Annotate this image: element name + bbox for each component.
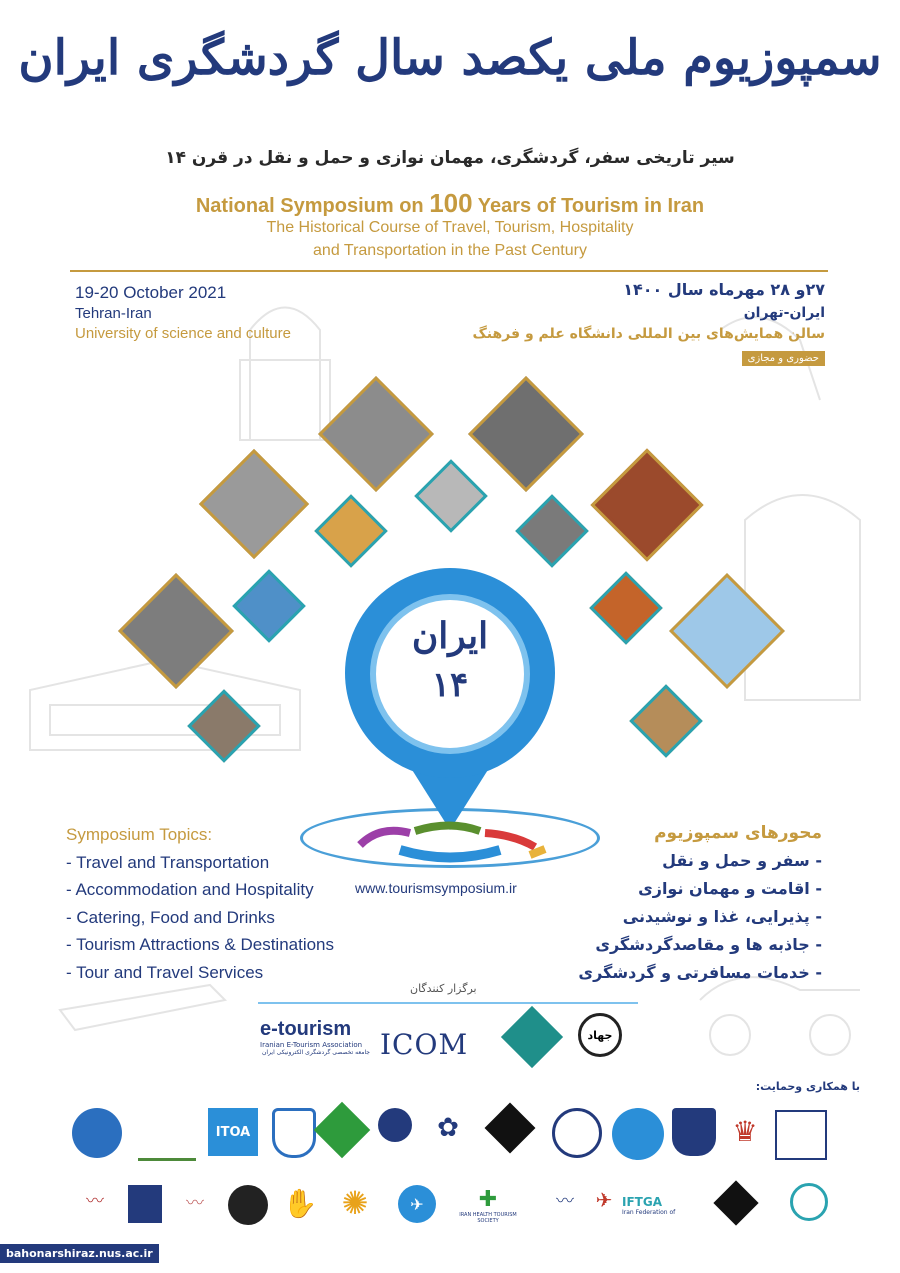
title-en-post: Years of Tourism in Iran xyxy=(472,195,705,217)
sponsors-heading: با همکاری وحمایت: xyxy=(755,1080,860,1093)
etourism-fa: جامعه تخصصی گردشگری الکترونیکی ایران xyxy=(262,1049,370,1056)
subtitle-en-line1: The Historical Course of Travel, Tourism, Hospitality xyxy=(266,219,634,236)
blue-seal-icon xyxy=(612,1108,664,1160)
event-venue-fa: سالن همایش‌های بین المللی دانشگاه علم و فرهنگ xyxy=(472,326,825,342)
subtitle-fa: سیر تاریخی سفر، گردشگری، مهمان نوازی و حمل و نقل در قرن ۱۴ xyxy=(165,148,735,168)
etourism-logo xyxy=(260,1018,370,1056)
title-en-pre: National Symposium on xyxy=(195,195,430,217)
iftga-sub-label: Iran Federation of xyxy=(622,1208,676,1216)
topic-fa-3: - پذیرایی، غذا و نوشیدنی xyxy=(622,907,822,926)
footer-site-tag[interactable]: bahonarshiraz.nus.ac.ir xyxy=(0,1244,159,1263)
event-date-fa: ۲۷و ۲۸ مهرماه سال ۱۴۰۰ xyxy=(623,280,825,299)
topic-en-4: - Tourism Attractions & Destinations xyxy=(66,935,335,954)
sponsor-logo-1 xyxy=(72,1108,122,1158)
event-city-en: Tehran-Iran xyxy=(75,305,152,322)
title-fa: سمپوزیوم ملی یکصد سال گردشگری ایران xyxy=(18,30,882,86)
topics-fa-heading: محورهای سمپوزیوم xyxy=(654,823,822,843)
health-flag-icon: ✚ xyxy=(478,1186,498,1212)
calligraphy-logo-icon: 〰 xyxy=(86,1191,104,1212)
shield-logo-icon xyxy=(272,1108,316,1158)
event-mode-badge: حضوری و مجازی xyxy=(742,351,825,366)
square-badge-icon xyxy=(128,1185,162,1223)
red-hand-logo-icon: ✋ xyxy=(282,1186,318,1220)
topic-fa-5: - خدمات مسافرتی و گردشگری xyxy=(578,963,822,982)
topic-en-1: - Travel and Transportation xyxy=(66,853,270,872)
website-link[interactable]: www.tourismsymposium.ir xyxy=(355,880,517,896)
dark-round-logo-icon xyxy=(228,1185,268,1225)
red-emblem-icon: ♛ xyxy=(732,1114,758,1148)
iran-map-colored-segments xyxy=(340,815,560,870)
topic-fa-4: - جاذبه ها و مقاصدگردشگری xyxy=(595,935,822,954)
header-divider xyxy=(70,270,828,272)
event-date-en: 19-20 October 2021 xyxy=(75,283,227,302)
etourism-en: Iranian E-Tourism Association xyxy=(260,1041,363,1049)
bird-logo-icon: ✈ xyxy=(398,1185,436,1223)
topic-en-5: - Tour and Travel Services xyxy=(66,963,264,982)
calligraphy-logo-2-icon: 〰 xyxy=(556,1191,574,1212)
topic-en-3: - Catering, Food and Drinks xyxy=(66,908,275,927)
health-tourism-label: IRAN HEALTH TOURISM SOCIETY xyxy=(459,1211,517,1224)
lotus-logo-icon xyxy=(138,1108,196,1161)
round-seal-icon xyxy=(552,1108,602,1158)
itoa-logo: ITOA xyxy=(208,1108,258,1156)
topic-en-2: - Accommodation and Hospitality xyxy=(66,880,314,899)
topic-fa-2: - اقامت و مهمان نوازی xyxy=(638,879,822,898)
ministry-logo-icon xyxy=(775,1110,827,1160)
etourism-name: e-tourism xyxy=(260,1018,352,1040)
subtitle-en-line2: and Transportation in the Past Century xyxy=(313,242,587,259)
event-city-fa: ایران-تهران xyxy=(743,305,825,321)
icom-logo: ICOM xyxy=(380,1028,469,1061)
university-logo-icon: ✿ xyxy=(437,1113,459,1143)
pin-text-14: ۱۴ xyxy=(431,665,469,705)
pin-text-iran: ایران xyxy=(411,615,489,657)
iftga-logo xyxy=(622,1183,704,1227)
topic-fa-1: - سفر و حمل و نقل xyxy=(662,851,822,870)
red-plane-logo-icon: ✈ xyxy=(595,1188,613,1212)
topics-en-heading: Symposium Topics: xyxy=(66,825,213,844)
jahad-logo: جهاد xyxy=(578,1013,622,1057)
teal-round-logo-icon xyxy=(790,1183,828,1221)
title-en xyxy=(0,188,900,219)
navy-logo-icon xyxy=(378,1108,412,1142)
script-logo-icon: 〰 xyxy=(186,1193,204,1214)
iftga-label: IFTGA xyxy=(622,1194,662,1209)
sun-logo-icon: ✺ xyxy=(341,1184,369,1222)
event-venue-en: University of science and culture xyxy=(75,325,291,342)
dark-shield-icon xyxy=(672,1108,716,1156)
title-en-number: 100 xyxy=(429,188,473,218)
health-tourism-logo xyxy=(448,1183,528,1227)
organizers-divider xyxy=(258,1002,638,1004)
organizers-heading: برگزار کنندگان xyxy=(410,982,477,995)
